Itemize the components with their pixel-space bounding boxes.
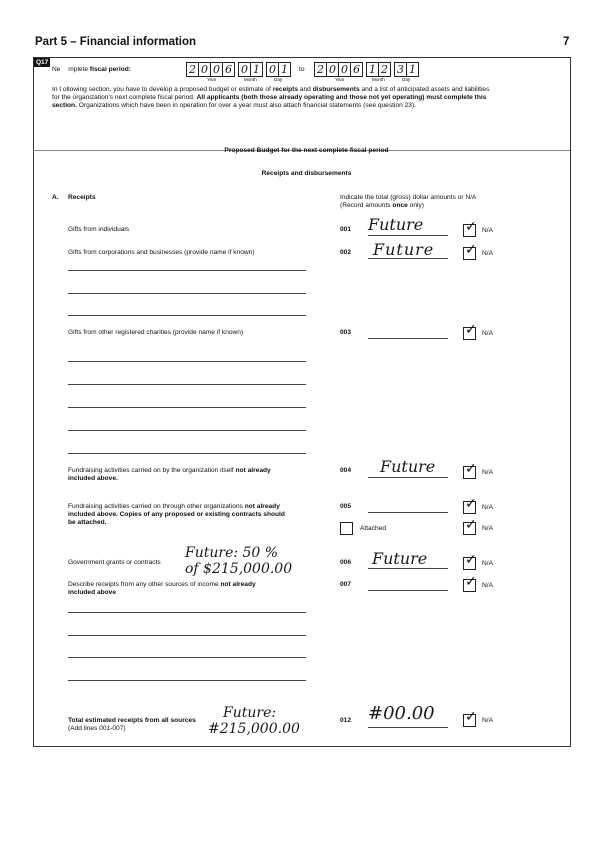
end-date-digit[interactable]: 6 [350,62,363,77]
checkmark-icon: ✓ [465,219,477,235]
row-003-na-label: N/A [482,330,493,337]
checkmark-icon: ✓ [465,574,477,590]
start-date-digit[interactable]: 0 [238,62,251,77]
fiscal-period-label: Ne mplete fiscal period: [52,66,131,73]
row-012-amount[interactable]: #00.00 [368,703,435,724]
row-004-amount-line [368,477,448,478]
row-001-na-checkbox[interactable] [463,219,477,237]
row-012-code: 012 [340,717,352,724]
row-007-na-label: N/A [482,582,493,589]
row-006-note: Future: 50 % of $215,000.00 [185,545,293,577]
amount-instructions: Indicate the total (gross) dollar amounts or N/A (Record amounts once only) [340,194,477,210]
row-005-na-checkbox[interactable] [463,496,477,514]
row-007-description-line[interactable] [68,657,306,658]
row-002-code: 002 [340,249,352,256]
page-number: 7 [563,36,570,48]
start-day-label: Day [274,77,283,82]
start-date-digit[interactable]: 2 [186,62,199,77]
row-001-amount[interactable]: Future [368,215,424,234]
end-month-label: Month [372,77,385,82]
row-003-name-line[interactable] [68,384,306,385]
end-date-digit[interactable]: 2 [314,62,327,77]
row-003-name-line[interactable] [68,430,306,431]
row-005-label: Fundraising activities carried on through other organizations not already included above. Copies of any proposed or existing contracts should be attached. [68,503,285,527]
budget-subtitle: Receipts and disbursements [261,170,352,177]
start-date-digit[interactable]: 0 [266,62,279,77]
checkmark-icon: ✓ [465,322,477,338]
checkmark-icon: ✓ [465,552,477,568]
row-001-code: 001 [340,226,352,233]
row-001-label: Gifts from individuals [68,226,130,233]
end-date-digit[interactable]: 1 [406,62,419,77]
row-002-na-label: N/A [482,250,493,257]
row-005-amount-line[interactable] [368,512,448,513]
row-012-na-label: N/A [482,717,493,724]
end-year-label: Year [335,77,345,82]
row-007-label: Describe receipts from any other sources of income not already included above [68,581,256,597]
row-002-name-line[interactable] [68,293,306,294]
question-tag: Q17 [36,59,49,66]
checkmark-icon: ✓ [465,517,477,533]
end-date-digit[interactable]: 0 [338,62,351,77]
row-004-na-label: N/A [482,469,493,476]
row-005-attached-label: Attached [360,525,387,532]
checkmark-icon: ✓ [465,242,477,258]
row-006-na-label: N/A [482,560,493,567]
to-label: to [299,66,305,73]
end-date-digit[interactable]: 0 [326,62,339,77]
row-005-attached-na-label: N/A [482,525,493,532]
row-003-code: 003 [340,329,352,336]
end-date-digit[interactable]: 2 [378,62,391,77]
row-012-note: Future: #215,000.00 [208,705,300,737]
section-letter: A. [52,194,59,201]
row-006-na-checkbox[interactable] [463,552,477,570]
row-002-amount[interactable]: Future [373,240,435,259]
row-004-amount[interactable]: Future [380,457,436,476]
checkmark-icon: ✓ [465,461,477,477]
row-002-amount-line [368,258,448,259]
part-title: Part 5 – Financial information [35,36,197,48]
row-007-code: 007 [340,581,352,588]
row-002-label: Gifts from corporations and businesses (provide name if known) [68,249,255,256]
row-006-amount-line [368,568,448,569]
start-date-digit[interactable]: 0 [210,62,223,77]
row-012-amount-line [368,727,448,728]
row-003-label: Gifts from other registered charities (provide name if known) [68,329,244,336]
row-002-na-checkbox[interactable] [463,242,477,260]
row-005-code: 005 [340,503,352,510]
start-date-digit[interactable]: 1 [250,62,263,77]
row-003-amount-line[interactable] [368,338,448,339]
row-003-na-checkbox[interactable] [463,322,477,340]
row-004-label: Fundraising activities carried on by the organization itself not already included above. [68,467,271,483]
row-005-na-label: N/A [482,504,493,511]
row-007-description-line[interactable] [68,612,306,613]
row-002-name-line[interactable] [68,270,306,271]
intro-paragraph: In t ollowing section, you have to develop a proposed budget or estimate of receipts and disbursements and a list of anticipated assets and liabilities for the organization's next complete fiscal period. All applicants (both those already operating and those not yet operating) must complete this section. Organizations which have been in operation for over a year must also attach financial statements (see question 23). [52,86,490,110]
row-004-na-checkbox[interactable] [463,461,477,479]
row-003-name-line[interactable] [68,361,306,362]
row-007-na-checkbox[interactable] [463,574,477,592]
start-date-digit[interactable]: 0 [198,62,211,77]
row-005-attached-checkbox[interactable] [340,522,353,535]
end-date-digit[interactable]: 3 [394,62,407,77]
row-002-name-line[interactable] [68,315,306,316]
row-006-amount[interactable]: Future [372,549,428,568]
row-001-na-label: N/A [482,227,493,234]
row-003-name-line[interactable] [68,407,306,408]
start-month-label: Month [244,77,257,82]
checkmark-icon: ✓ [465,496,477,512]
row-003-name-line[interactable] [68,453,306,454]
budget-title: Proposed Budget for the next complete fiscal period [224,147,389,154]
start-year-label: Year [207,77,217,82]
row-004-code: 004 [340,467,352,474]
row-006-label: Government grants or contracts [68,559,161,566]
form-box [33,57,571,747]
checkmark-icon: ✓ [465,709,477,725]
row-012-na-checkbox[interactable] [463,709,477,727]
row-006-code: 006 [340,559,352,566]
start-date-digit[interactable]: 6 [222,62,235,77]
end-date-digit[interactable]: 1 [366,62,379,77]
section-title: Receipts [68,194,96,201]
row-012-label: Total estimated receipts from all sources (Add lines 001-007) [68,717,196,733]
row-007-amount-line[interactable] [368,590,448,591]
row-001-amount-line [368,235,448,236]
start-date-digit[interactable]: 1 [278,62,291,77]
row-007-description-line[interactable] [68,680,306,681]
end-day-label: Day [402,77,411,82]
row-007-description-line[interactable] [68,635,306,636]
row-005-attached-na-checkbox[interactable] [463,517,477,535]
